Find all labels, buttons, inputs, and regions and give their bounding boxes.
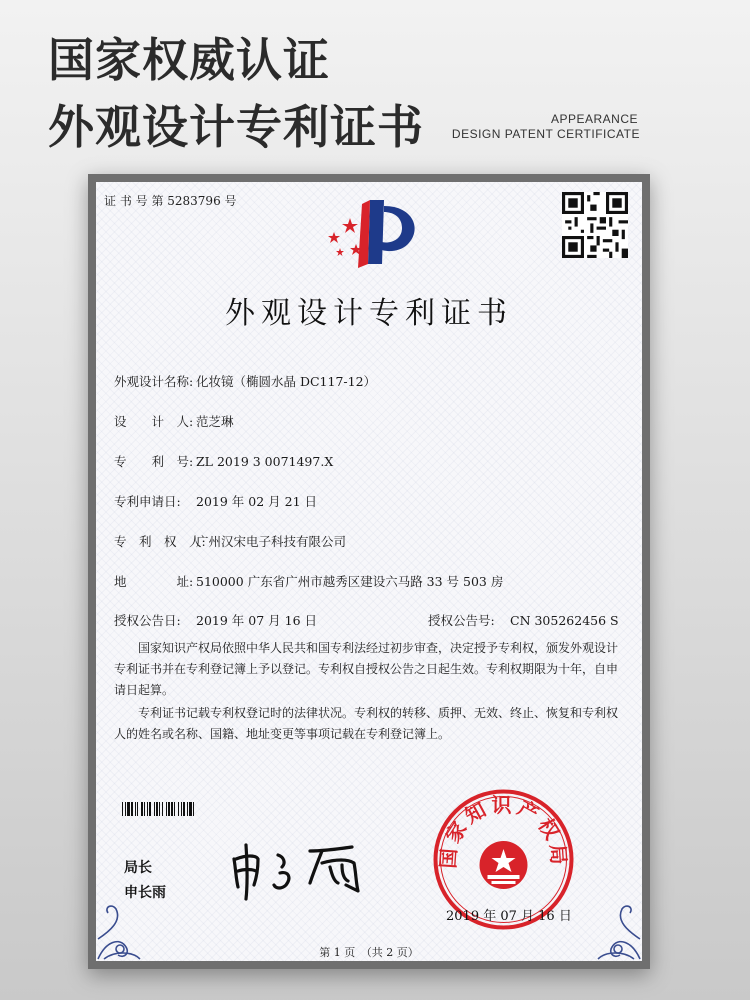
statement-paragraph-1: 国家知识产权局依照中华人民共和国专利法经过初步审查，决定授予专利权，颁发外观设计专利证书并在专利登记簿上予以登记。专利权自授权公告之日起生效。专利权期限为十年，自申请日起算。 bbox=[114, 641, 619, 697]
address-row bbox=[114, 572, 503, 590]
director-title: 局长 bbox=[124, 860, 152, 876]
field-label: 授权公告日: bbox=[114, 613, 181, 628]
field-label: 地 址: bbox=[114, 574, 194, 589]
field-label: 外观设计名称: bbox=[114, 374, 194, 389]
grant-date-row bbox=[114, 611, 317, 629]
statement-paragraph-2: 专利证书记载专利权登记时的法律状况。专利权的转移、质押、无效、终止、恢复和专利权人的姓名或名称、国籍、地址变更等事项记载在专利登记簿上。 bbox=[114, 706, 619, 741]
qr-code-icon bbox=[562, 192, 628, 258]
corner-ornament-icon bbox=[582, 891, 642, 961]
field-label: 专 利 号: bbox=[114, 454, 194, 469]
certificate-paper bbox=[96, 182, 642, 961]
certificate-frame bbox=[88, 174, 650, 969]
field-value: 范芝琳 bbox=[196, 414, 234, 429]
designer-row bbox=[114, 412, 234, 430]
publication-number-row bbox=[428, 611, 619, 629]
field-label: 专 利 权 人: bbox=[114, 534, 206, 549]
banner-english-line2: DESIGN PATENT CERTIFICATE bbox=[451, 127, 640, 141]
patentee-row bbox=[114, 532, 346, 550]
banner-english-line1: APPEARANCE bbox=[550, 112, 638, 126]
field-value: 广州汉宋电子科技有限公司 bbox=[196, 534, 347, 549]
design-name-row bbox=[114, 372, 376, 390]
field-value: ZL 2019 3 0071497.X bbox=[196, 454, 334, 469]
corner-ornament-icon bbox=[96, 891, 156, 961]
certificate-number: 证 书 号 第 5283796 号 bbox=[104, 194, 237, 208]
patent-number-row bbox=[114, 452, 333, 470]
field-value: 2019 年 07 月 16 日 bbox=[196, 613, 317, 628]
page-number: 第 1 页 （共 2 页） bbox=[319, 946, 419, 959]
application-date-row bbox=[114, 492, 317, 510]
director-signature bbox=[226, 837, 376, 901]
field-value: 2019 年 02 月 21 日 bbox=[196, 494, 317, 509]
seal-date: 2019 年 07 月 16 日 bbox=[446, 909, 572, 924]
banner-title-line2: 外观设计专利证书 bbox=[48, 100, 424, 154]
field-value: 化妆镜（椭圆水晶 DC117-12） bbox=[196, 374, 377, 389]
banner-title-line1: 国家权威认证 bbox=[48, 33, 330, 87]
director-name: 申长雨 bbox=[124, 885, 166, 901]
certificate-title: 外观设计专利证书 bbox=[225, 296, 513, 331]
cnipa-logo-icon bbox=[318, 196, 428, 276]
seal-text: 国家知识产权局 bbox=[435, 793, 572, 870]
field-label: 设 计 人: bbox=[114, 414, 194, 429]
field-label: 专利申请日: bbox=[114, 494, 181, 509]
field-value: CN 305262456 S bbox=[510, 613, 619, 628]
field-value: 510000 广东省广州市越秀区建设六马路 33 号 503 房 bbox=[196, 574, 504, 589]
field-label: 授权公告号: bbox=[428, 613, 495, 628]
barcode-icon bbox=[122, 802, 262, 816]
